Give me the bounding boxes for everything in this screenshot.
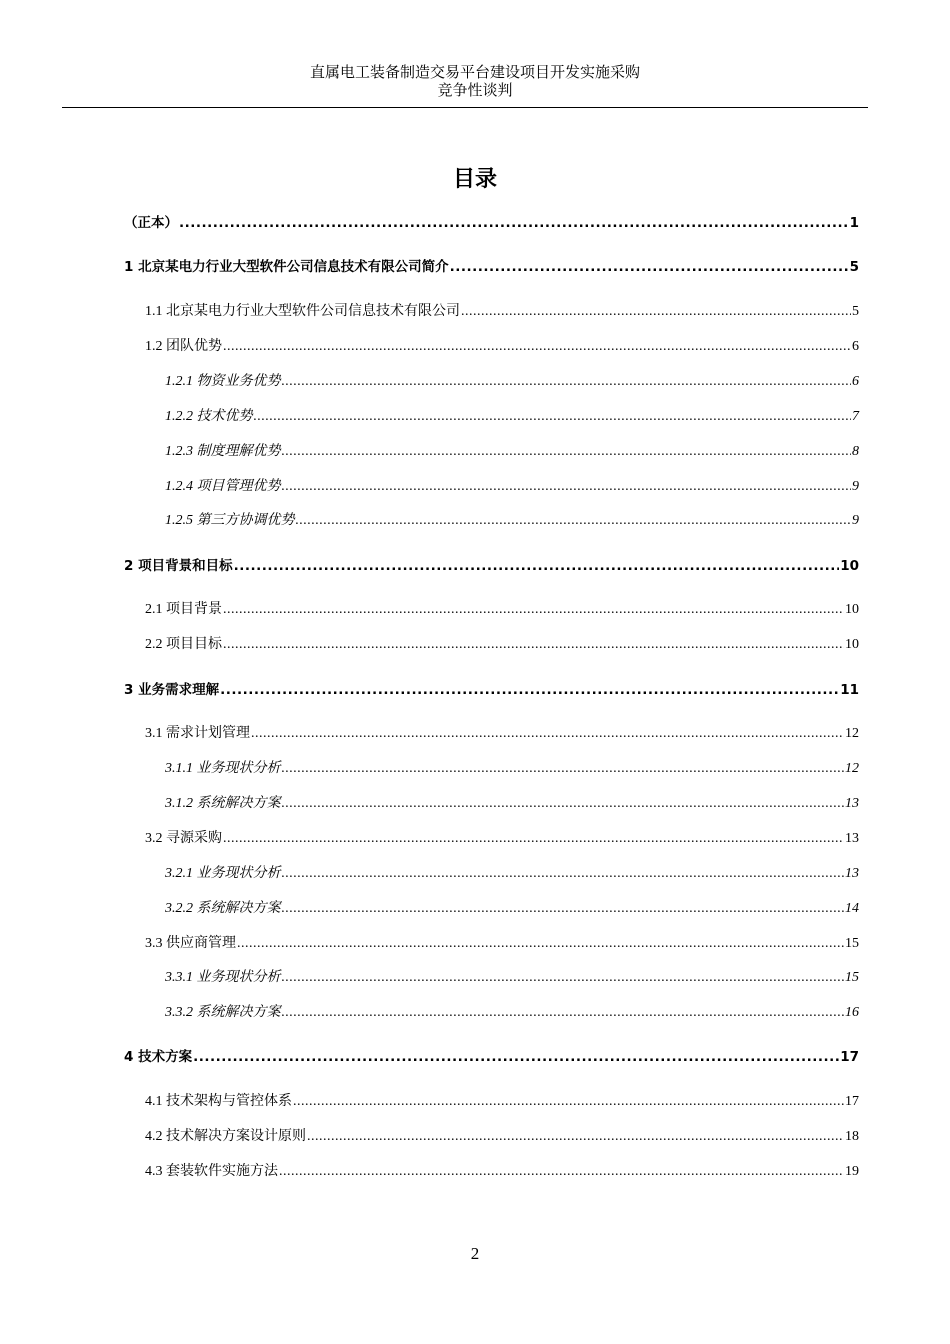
toc-entry[interactable] [165,759,859,779]
toc-entry[interactable] [165,899,859,919]
toc-entry-label: 1.2.4 项目管理优势 [165,479,281,494]
toc-entry-page: 15 [845,970,859,985]
toc-leader [223,829,844,849]
toc-leader [237,934,844,954]
toc-entry-page: 15 [845,936,859,951]
toc-entry-page: 10 [845,637,859,652]
toc-leader [193,1047,839,1067]
toc-leader [282,968,845,988]
toc-leader [282,759,845,779]
toc-entry-label: 3.3.2 系统解决方案 [165,1005,281,1020]
toc-entry[interactable] [124,257,859,277]
toc-leader [282,442,852,462]
header-subtitle: 竞争性谈判 [437,83,513,99]
toc-entry-label: （正本） [124,215,178,231]
toc-entry-page: 9 [852,513,859,528]
toc-entry-page: 16 [845,1005,859,1020]
page-number: 2 [470,1244,480,1263]
toc-entry-label: 3.3.1 业务现状分析 [165,970,281,985]
toc-entry-label: 3.1.1 业务现状分析 [165,761,281,776]
toc-entry-page: 13 [845,796,859,811]
toc-leader [450,257,849,277]
toc-leader [251,724,844,744]
toc-entry-page: 7 [852,409,859,424]
toc-entry-label: 3 业务需求理解 [124,682,220,698]
toc-entry-page: 19 [845,1164,859,1179]
toc-entry-page: 6 [852,339,859,354]
toc-entry-label: 4 技术方案 [124,1049,193,1065]
toc-entry-label: 3.2.2 系统解决方案 [165,901,281,916]
toc-entry-label: 2 项目背景和目标 [124,558,233,574]
toc-leader [282,864,845,884]
toc-entry-label: 4.2 技术解决方案设计原则 [145,1129,306,1144]
toc-entry-label: 3.3 供应商管理 [145,936,236,951]
toc-leader [179,213,849,233]
toc-entry-label: 2.1 项目背景 [145,602,222,617]
toc-entry-page: 10 [845,602,859,617]
toc-entry-page: 6 [852,374,859,389]
toc-entry[interactable] [165,1003,859,1023]
toc-entry[interactable] [165,407,859,427]
toc-entry[interactable] [165,372,859,392]
toc-entry-label: 1.2.1 物资业务优势 [165,374,281,389]
toc-entry-label: 1.1 北京某电力行业大型软件公司信息技术有限公司 [145,304,460,319]
toc-entry-page: 17 [845,1094,859,1109]
toc-entry[interactable] [124,556,859,576]
toc-entry[interactable] [165,794,859,814]
toc-leader [307,1127,844,1147]
toc-entry-label: 3.1 需求计划管理 [145,726,250,741]
toc-leader [293,1092,844,1112]
toc-entry[interactable] [145,337,859,357]
toc-entry[interactable] [145,1162,859,1182]
toc-entry-page: 9 [852,479,859,494]
toc-entry-label: 4.3 套装软件实施方法 [145,1164,278,1179]
toc-entry-page: 17 [840,1049,859,1065]
header-title: 直属电工装备制造交易平台建设项目开发实施采购 [309,65,640,81]
toc-entry[interactable] [165,864,859,884]
toc-entry-page: 12 [845,726,859,741]
toc-entry-label: 4.1 技术架构与管控体系 [145,1094,292,1109]
toc-entry-page: 18 [845,1129,859,1144]
toc-entry[interactable] [145,635,859,655]
toc-leader [223,337,851,357]
toc-entry[interactable] [145,600,859,620]
toc-leader [254,407,852,427]
toc-entry-label: 2.2 项目目标 [145,637,222,652]
toc-leader [282,1003,845,1023]
toc-entry[interactable] [165,968,859,988]
toc-entry-label: 3.2.1 业务现状分析 [165,866,281,881]
toc-entry[interactable] [145,724,859,744]
toc-entry[interactable] [165,511,859,531]
toc-entry[interactable] [145,302,859,322]
toc-leader [282,372,852,392]
toc-leader [220,680,839,700]
toc-entry-label: 1.2.3 制度理解优势 [165,444,281,459]
toc-entry-page: 14 [845,901,859,916]
toc-entry-page: 10 [840,558,859,574]
toc-leader [282,794,845,814]
toc-entry-page: 5 [849,259,859,275]
toc-leader [282,899,845,919]
toc-title: 目录 [452,167,497,192]
toc-leader [461,302,851,322]
toc-entry-label: 3.1.2 系统解决方案 [165,796,281,811]
toc-leader [282,477,852,497]
toc-entry-label: 1.2.5 第三方协调优势 [165,513,295,528]
toc-entry-page: 13 [845,866,859,881]
toc-entry[interactable] [165,442,859,462]
toc-entry[interactable] [145,1092,859,1112]
toc-entry-label: 3.2 寻源采购 [145,831,222,846]
page-header [0,64,950,100]
toc-entry-label: 1 北京某电力行业大型软件公司信息技术有限公司简介 [124,259,449,275]
toc-entry-page: 8 [852,444,859,459]
toc-entry[interactable] [145,1127,859,1147]
toc-leader [234,556,840,576]
toc-leader [223,600,844,620]
toc-entry[interactable] [145,934,859,954]
toc-entry-page: 12 [845,761,859,776]
toc-leader [279,1162,844,1182]
toc-entry[interactable] [124,680,859,700]
toc-entry[interactable] [165,477,859,497]
toc-entry-label: 1.2.2 技术优势 [165,409,253,424]
toc-entry[interactable] [145,829,859,849]
toc-entry-page: 13 [845,831,859,846]
toc-leader [296,511,852,531]
toc-entry-label: 1.2 团队优势 [145,339,222,354]
toc-entry-page: 5 [852,304,859,319]
toc-leader [223,635,844,655]
toc-entry[interactable] [124,1047,859,1067]
header-rule [62,107,868,108]
toc-entry[interactable] [124,213,859,233]
toc-entry-page: 1 [849,215,859,231]
toc-entry-page: 11 [840,682,859,698]
